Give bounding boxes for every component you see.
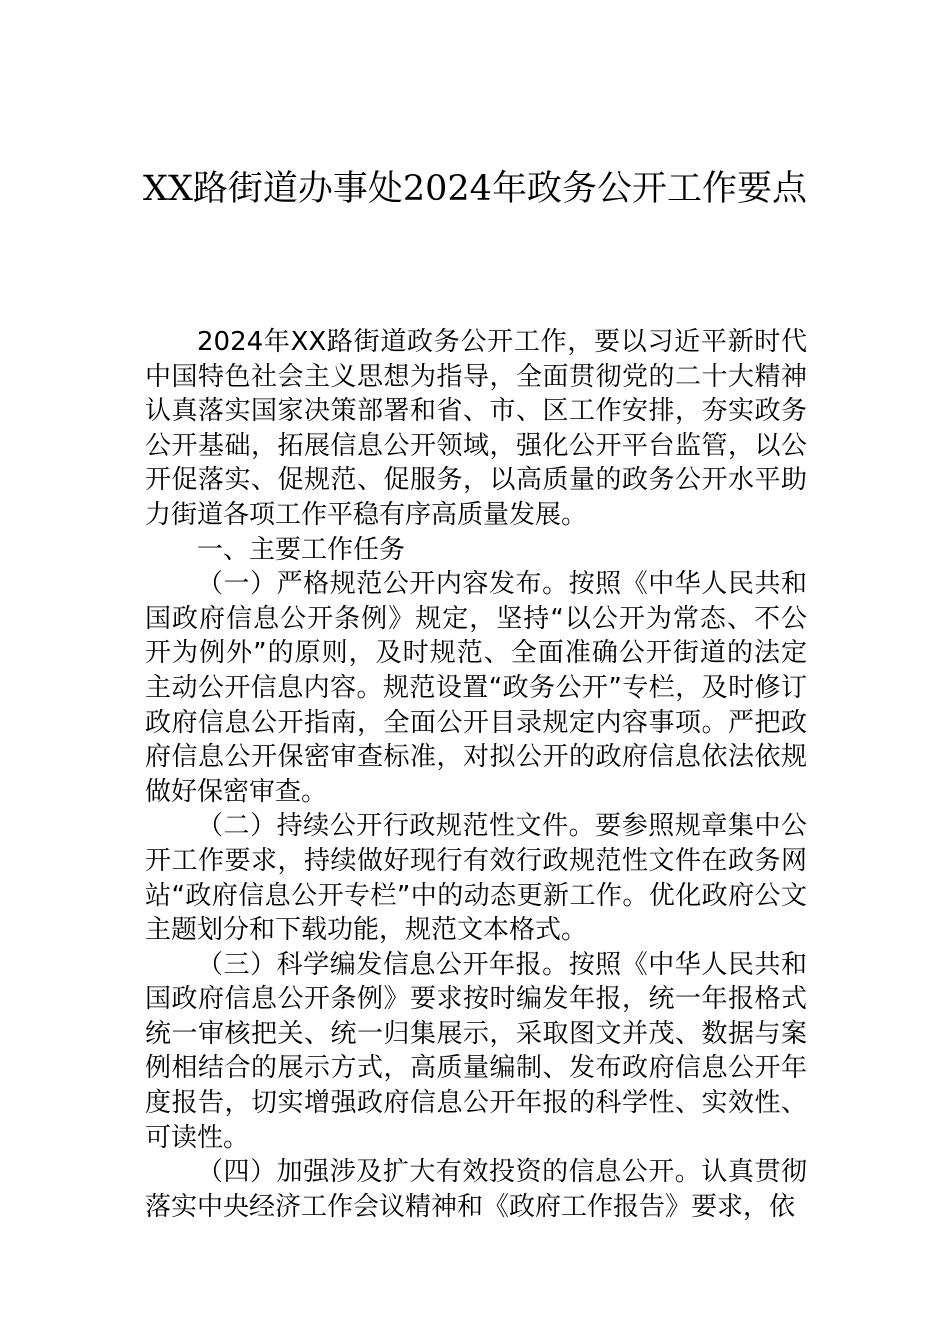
item-3-paragraph: （三）科学编发信息公开年报。按照《中华人民共和国政府信息公开条例》要求按时编发年报，统一年报格式统一审核把关、统一归集展示，采取图文并茂、数据与案例相结合的展示方式，高质量编制、发布政府信息公开年度报告，切实增强政府信息公开年报的科学性、实效性、可读性。 [145, 949, 807, 1153]
item-4-paragraph: （四）加强涉及扩大有效投资的信息公开。认真贯彻落实中央经济工作会议精神和《政府工作报告》要求，依 [145, 1157, 807, 1222]
document-title: XX路街道办事处2024年政务公开工作要点 [143, 169, 807, 209]
item-1-paragraph: （一）严格规范公开内容发布。按照《中华人民共和国政府信息公开条例》规定，坚持“以公开为常态、不公开为例外”的原则，及时规范、全面准确公开街道的法定主动公开信息内容。规范设置“政务公开”专栏，及时修订政府信息公开指南，全面公开目录规定内容事项。严把政府信息公开保密审查标准，对拟公开的政府信息依法依规做好保密审查。 [145, 569, 807, 807]
item-2-paragraph: （二）持续公开行政规范性文件。要参照规章集中公开工作要求，持续做好现行有效行政规范性文件在政务网站“政府信息公开专栏”中的动态更新工作。优化政府公文主题划分和下载功能，规范文本格式。 [145, 811, 807, 946]
document-body [145, 325, 807, 1224]
section-heading: 一、主要工作任务 [197, 534, 406, 565]
intro-paragraph: 2024年XX路街道政务公开工作，要以习近平新时代中国特色社会主义思想为指导，全面贯彻党的二十大精神认真落实国家决策部署和省、市、区工作安排，夯实政务公开基础，拓展信息公开领域，强化公开平台监管，以公开促落实、促规范、促服务，以高质量的政务公开水平助力街道各项工作平稳有序高质量发展。 [145, 327, 807, 530]
